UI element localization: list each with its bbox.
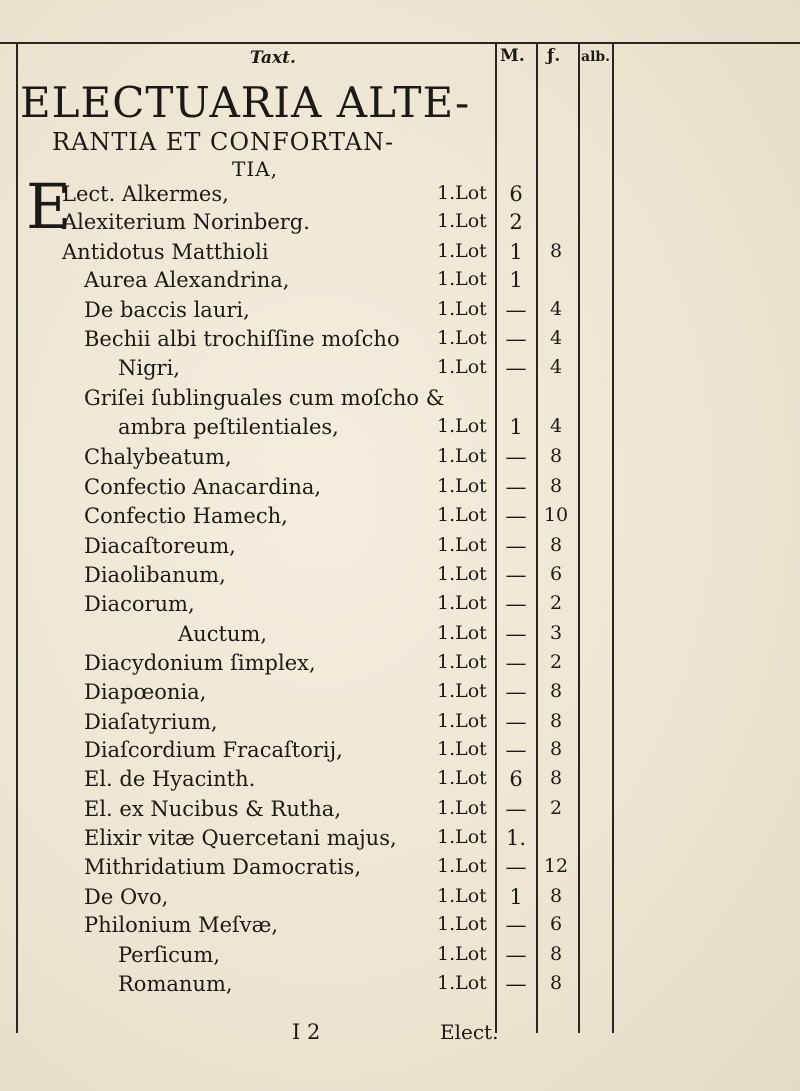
item-name: Confectio Hamech,	[84, 504, 288, 528]
item-unit: 1.Lot	[437, 855, 487, 877]
item-unit: 1.Lot	[437, 445, 487, 467]
title-line-2: RANTIA ET CONFORTAN-	[52, 128, 395, 156]
price-m: 2	[509, 210, 523, 234]
item-unit: 1.Lot	[437, 298, 487, 320]
price-f: 3	[549, 622, 563, 644]
table-row	[0, 651, 800, 677]
price-f: 12	[543, 855, 569, 877]
table-row	[0, 415, 800, 441]
price-f: 4	[549, 356, 563, 378]
item-unit: 1.Lot	[437, 767, 487, 789]
price-m: —	[505, 504, 527, 528]
price-f: 2	[549, 651, 563, 673]
price-f: 8	[549, 972, 563, 994]
price-f: 6	[549, 563, 563, 585]
price-m: —	[505, 651, 527, 675]
table-row	[0, 592, 800, 618]
price-f: 8	[549, 710, 563, 732]
price-f: 6	[549, 913, 563, 935]
column-header-f: ƒ.	[547, 46, 561, 66]
price-m: 1.	[505, 826, 527, 850]
price-f: 4	[549, 327, 563, 349]
price-m: 6	[509, 767, 523, 791]
price-f: 8	[549, 534, 563, 556]
price-f: 8	[549, 680, 563, 702]
item-name: Nigri,	[118, 356, 180, 380]
table-row	[0, 913, 800, 939]
table-row	[0, 680, 800, 706]
table-row	[0, 210, 800, 236]
table-row	[0, 972, 800, 998]
item-unit: 1.Lot	[437, 680, 487, 702]
item-name: El. de Hyacinth.	[84, 767, 256, 791]
item-name: Antidotus Matthioli	[62, 240, 269, 264]
title-line-3: TIA,	[232, 157, 279, 181]
item-unit: 1.Lot	[437, 210, 487, 232]
item-unit: 1.Lot	[437, 622, 487, 644]
item-name: Diaolibanum,	[84, 563, 226, 587]
table-row	[0, 356, 800, 382]
price-f: 8	[549, 943, 563, 965]
item-name: Diacorum,	[84, 592, 195, 616]
item-name: Alexiterium Norinberg.	[62, 210, 310, 234]
item-unit: 1.Lot	[437, 327, 487, 349]
table-row	[0, 182, 800, 208]
item-name: De Ovo,	[84, 885, 169, 909]
price-f: 2	[549, 592, 563, 614]
item-unit: 1.Lot	[437, 268, 487, 290]
table-row	[0, 767, 800, 793]
price-f: 8	[549, 885, 563, 907]
price-f: 8	[549, 767, 563, 789]
item-unit: 1.Lot	[437, 534, 487, 556]
item-name: Diapœonia,	[84, 680, 207, 704]
price-m: 1	[509, 415, 523, 439]
table-row	[0, 797, 800, 823]
price-m: —	[505, 797, 527, 821]
table-row	[0, 445, 800, 471]
item-name: Confectio Anacardina,	[84, 475, 322, 499]
table-row	[0, 885, 800, 911]
item-unit: 1.Lot	[437, 826, 487, 848]
item-unit: 1.Lot	[437, 504, 487, 526]
item-name: De baccis lauri,	[84, 298, 250, 322]
item-name: ambra peſtilentiales,	[118, 415, 339, 439]
price-m: 1	[509, 240, 523, 264]
table-row	[0, 327, 800, 353]
price-f: 8	[549, 445, 563, 467]
item-unit: 1.Lot	[437, 592, 487, 614]
table-row	[0, 943, 800, 969]
price-m: —	[505, 913, 527, 937]
title-line-1: ELECTUARIA ALTE-	[20, 78, 471, 127]
top-rule	[0, 42, 800, 44]
page-heading-small: Taxt.	[250, 48, 296, 68]
column-header-m: M.	[500, 46, 525, 66]
price-m: 1	[509, 268, 523, 292]
drop-cap-initial: E	[26, 170, 72, 243]
table-row	[0, 738, 800, 764]
price-m: —	[505, 943, 527, 967]
table-row	[0, 298, 800, 324]
item-name: Chalybeatum,	[84, 445, 232, 469]
item-name: Elixir vitæ Quercetani majus,	[84, 826, 397, 850]
price-m: —	[505, 592, 527, 616]
item-name: El. ex Nucibus & Rutha,	[84, 797, 342, 821]
item-name: Philonium Meſvæ,	[84, 913, 279, 937]
item-name: Diaſcordium Fracaſtorij,	[84, 738, 343, 762]
price-f: 8	[549, 475, 563, 497]
table-row	[0, 268, 800, 294]
price-f: 4	[549, 415, 563, 437]
price-m: —	[505, 710, 527, 734]
table-row	[0, 534, 800, 560]
price-f: 4	[549, 298, 563, 320]
item-unit: 1.Lot	[437, 943, 487, 965]
price-m: —	[505, 534, 527, 558]
item-name: Diacaſtoreum,	[84, 534, 236, 558]
price-m: —	[505, 563, 527, 587]
price-m: —	[505, 445, 527, 469]
table-row	[0, 386, 800, 412]
price-m: —	[505, 972, 527, 996]
item-unit: 1.Lot	[437, 563, 487, 585]
item-name: Diacydonium ſimplex,	[84, 651, 316, 675]
item-unit: 1.Lot	[437, 710, 487, 732]
price-f: 8	[549, 738, 563, 760]
item-name: Griſei ſublinguales cum moſcho &	[84, 386, 445, 410]
item-unit: 1.Lot	[437, 240, 487, 262]
item-unit: 1.Lot	[437, 651, 487, 673]
table-row	[0, 475, 800, 501]
item-name: Bechii albi trochiſſine moſcho	[84, 327, 400, 351]
price-m: —	[505, 855, 527, 879]
price-m: —	[505, 738, 527, 762]
price-m: 1	[509, 885, 523, 909]
item-unit: 1.Lot	[437, 972, 487, 994]
price-m: —	[505, 680, 527, 704]
item-unit: 1.Lot	[437, 182, 487, 204]
item-unit: 1.Lot	[437, 415, 487, 437]
table-row	[0, 826, 800, 852]
item-unit: 1.Lot	[437, 475, 487, 497]
item-name: Perſicum,	[118, 943, 221, 967]
item-unit: 1.Lot	[437, 913, 487, 935]
item-name: Auctum,	[178, 622, 268, 646]
price-f: 10	[543, 504, 569, 526]
table-row	[0, 710, 800, 736]
item-name: Diaſatyrium,	[84, 710, 218, 734]
price-m: —	[505, 327, 527, 351]
table-row	[0, 855, 800, 881]
price-f: 8	[549, 240, 563, 262]
item-name: Lect. Alkermes,	[62, 182, 229, 206]
price-m: —	[505, 475, 527, 499]
item-name: Aurea Alexandrina,	[84, 268, 290, 292]
price-f: 2	[549, 797, 563, 819]
column-header-alb: alb.	[581, 49, 611, 65]
item-name: Romanum,	[118, 972, 233, 996]
catchword: Elect.	[440, 1020, 499, 1044]
item-unit: 1.Lot	[437, 356, 487, 378]
table-row	[0, 563, 800, 589]
table-row	[0, 504, 800, 530]
item-unit: 1.Lot	[437, 797, 487, 819]
price-m: 6	[509, 182, 523, 206]
table-row	[0, 240, 800, 266]
price-m: —	[505, 298, 527, 322]
price-m: —	[505, 622, 527, 646]
table-row	[0, 622, 800, 648]
item-unit: 1.Lot	[437, 885, 487, 907]
item-unit: 1.Lot	[437, 738, 487, 760]
signature-mark: I 2	[292, 1020, 321, 1044]
price-m: —	[505, 356, 527, 380]
item-name: Mithridatium Damocratis,	[84, 855, 362, 879]
